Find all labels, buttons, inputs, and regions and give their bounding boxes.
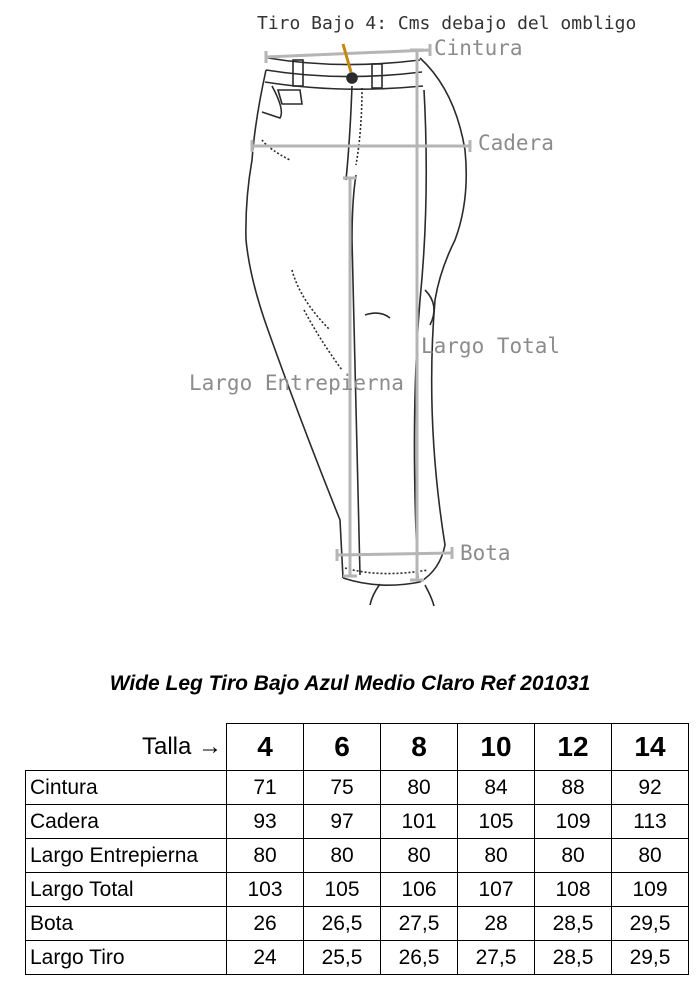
table-cell: 80 <box>612 839 689 873</box>
size-header-cell: 8 <box>381 724 458 771</box>
row-label: Cadera <box>26 805 227 839</box>
table-cell: 93 <box>227 805 304 839</box>
table-cell: 71 <box>227 771 304 805</box>
row-label: Cintura <box>26 771 227 805</box>
table-cell: 101 <box>381 805 458 839</box>
table-cell: 26,5 <box>304 907 381 941</box>
table-cell: 106 <box>381 873 458 907</box>
table-cell: 80 <box>304 839 381 873</box>
table-cell: 26,5 <box>381 941 458 975</box>
rise-marker <box>343 44 351 72</box>
hem-label: Bota <box>460 541 511 565</box>
table-cell: 109 <box>612 873 689 907</box>
product-title: Wide Leg Tiro Bajo Azul Medio Claro Ref 201031 <box>109 672 591 695</box>
size-header-cell: 14 <box>612 724 689 771</box>
jeans-illustration <box>246 58 466 606</box>
table-cell: 80 <box>381 839 458 873</box>
table-cell: 80 <box>458 839 535 873</box>
table-cell: 75 <box>304 771 381 805</box>
table-row <box>26 941 689 975</box>
inseam-label: Largo Entrepierna <box>189 371 404 395</box>
table-cell: 29,5 <box>612 907 689 941</box>
table-cell: 97 <box>304 805 381 839</box>
size-header-cell: 4 <box>227 724 304 771</box>
size-header-row <box>26 724 689 771</box>
table-cell: 113 <box>612 805 689 839</box>
table-cell: 92 <box>612 771 689 805</box>
table-cell: 26 <box>227 907 304 941</box>
total-length-label: Largo Total <box>421 334 561 358</box>
table-row <box>26 805 689 839</box>
row-label: Largo Total <box>26 873 227 907</box>
size-header-cell: 10 <box>458 724 535 771</box>
size-header-label: Talla → <box>141 732 222 760</box>
table-cell: 80 <box>535 839 612 873</box>
table-cell: 109 <box>535 805 612 839</box>
hip-label: Cadera <box>478 131 554 155</box>
table-cell: 80 <box>381 771 458 805</box>
table-cell: 29,5 <box>612 941 689 975</box>
rise-note-label: Tiro Bajo 4: Cms debajo del ombligo <box>257 13 637 34</box>
size-table <box>25 723 689 975</box>
table-cell: 105 <box>304 873 381 907</box>
row-label: Largo Entrepierna <box>26 839 227 873</box>
table-cell: 27,5 <box>381 907 458 941</box>
row-label: Bota <box>26 907 227 941</box>
size-header-cell: 12 <box>535 724 612 771</box>
table-cell: 28,5 <box>535 907 612 941</box>
table-cell: 105 <box>458 805 535 839</box>
table-cell: 28 <box>458 907 535 941</box>
table-row <box>26 839 689 873</box>
row-label: Largo Tiro <box>26 941 227 975</box>
table-cell: 24 <box>227 941 304 975</box>
table-cell: 27,5 <box>458 941 535 975</box>
size-header-cell: 6 <box>304 724 381 771</box>
table-row <box>26 771 689 805</box>
table-cell: 108 <box>535 873 612 907</box>
table-cell: 103 <box>227 873 304 907</box>
waist-label: Cintura <box>434 36 523 60</box>
table-cell: 25,5 <box>304 941 381 975</box>
table-cell: 28,5 <box>535 941 612 975</box>
table-cell: 80 <box>227 839 304 873</box>
table-row <box>26 907 689 941</box>
table-cell: 88 <box>535 771 612 805</box>
table-cell: 107 <box>458 873 535 907</box>
table-cell: 84 <box>458 771 535 805</box>
table-row <box>26 873 689 907</box>
